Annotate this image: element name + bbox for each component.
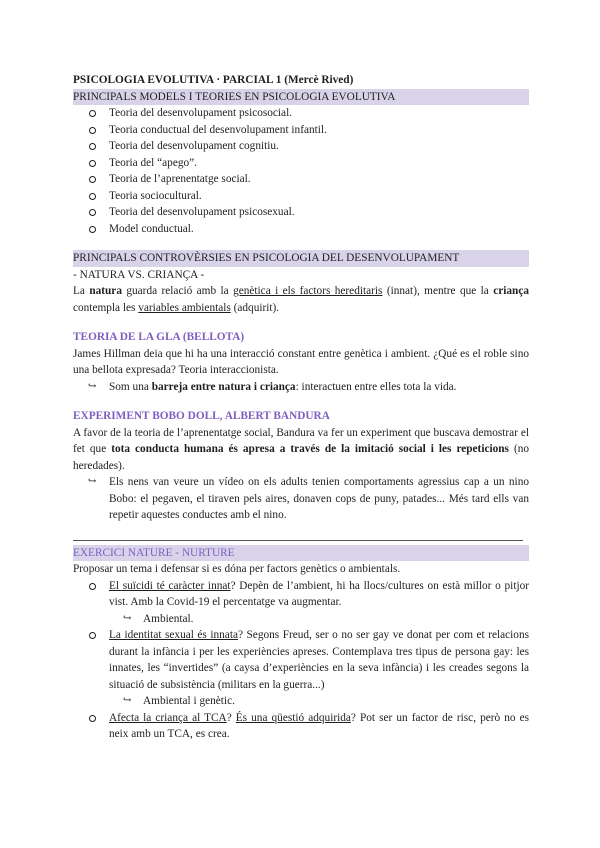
section-heading-bobo-doll: EXPERIMENT BOBO DOLL, ALBERT BANDURA bbox=[73, 410, 330, 422]
section-heading-gla: TEORIA DE LA GLA (BELLOTA) bbox=[73, 331, 245, 343]
list-item-identitat bbox=[73, 627, 529, 693]
bobo-bullet bbox=[73, 474, 529, 524]
exercici-list bbox=[73, 578, 529, 611]
text-segment: Ambiental i genètic. bbox=[143, 695, 235, 707]
text-segment: ? Depèn de l’ambient, hi ha llocs/cultures on està millor o pitjor vist. Amb la Covid-19 el percentatge va augmentar. bbox=[109, 579, 530, 608]
text-segment: La bbox=[73, 285, 90, 297]
divider bbox=[73, 540, 523, 541]
list-item-suicidi bbox=[73, 578, 529, 611]
question-tca: Afecta la criança al TCA bbox=[109, 711, 227, 724]
list-item-tca bbox=[73, 710, 529, 743]
text-segment: Els nens van veure un vídeo on els adults tenien comportaments agressius cap a un nino Bobo: el pegaven, el tiraven pels aires, donaven cops de puny, patades... Més tard ells van repetir aquestes conductes amb el nino. bbox=[109, 476, 529, 521]
question-identitat: La identitat sexual és innata bbox=[109, 629, 238, 641]
term-variables-ambientals: variables ambientals bbox=[138, 301, 231, 314]
text-segment: Ambiental. bbox=[143, 612, 194, 625]
section-heading-models: PRINCIPALS MODELS I TEORIES EN PSICOLOGIA EVOLUTIVA bbox=[73, 89, 529, 106]
exercici-intro: Proposar un tema i defensar si es dóna per factors genètics o ambientals. bbox=[73, 563, 401, 575]
subheading-nature-vs-nurture: - NATURA VS. CRIANÇA - bbox=[73, 268, 205, 281]
list-item: Model conductual. bbox=[73, 221, 529, 238]
bobo-paragraph bbox=[73, 425, 529, 475]
arrow-icon: ↪ bbox=[123, 695, 132, 706]
term-crianca: criança bbox=[493, 285, 529, 297]
list-item: Teoria conductual del desenvolupament infantil. bbox=[73, 122, 529, 139]
list-item: Teoria del “apego”. bbox=[73, 155, 529, 172]
list-item: Teoria de l’aprenentatge social. bbox=[73, 171, 529, 188]
text-segment: ? Pot ser un factor de risc, però no es neix amb un TCA, es crea. bbox=[109, 711, 530, 740]
text-segment: (adquirit). bbox=[230, 301, 280, 314]
question-adquirida: És una qüestió adquirida bbox=[235, 711, 351, 724]
answer-identitat bbox=[73, 693, 529, 710]
question-suicidi: El suïcidi té caràcter innat bbox=[109, 579, 231, 592]
term-natura: natura bbox=[89, 285, 122, 297]
text-segment: guarda relació amb la bbox=[121, 285, 234, 297]
answer-suicidi bbox=[73, 611, 529, 628]
text-segment: contempla les bbox=[73, 301, 139, 314]
arrow-icon: ↪ bbox=[88, 380, 97, 392]
text-segment: ? Segons Freud, ser o no ser gay ve donat per com et relacions durant la infància i per les experiències apreses. Contemplava tres tipus de persona gay: les innates, les “invertides” (a caysa d’experiències en la seva infància) i les creades segons la situació de subsistència (militars en la guerra...) bbox=[109, 629, 529, 691]
document-content bbox=[73, 72, 529, 743]
text-segment: ? bbox=[226, 711, 236, 724]
list-item: Teoria del desenvolupament psicosexual. bbox=[73, 204, 529, 221]
term-barreja: barreja entre natura i criança bbox=[151, 380, 296, 393]
section-heading-exercici: EXERCICI NATURE - NURTURE bbox=[73, 545, 529, 562]
exercici-list-2 bbox=[73, 627, 529, 693]
list-item: Teoria del desenvolupament psicosocial. bbox=[73, 105, 529, 122]
term-conducta-apresa: tota conducta humana és apresa a través de la imitació social i les repeticions bbox=[111, 443, 509, 455]
list-item: Teoria sociocultural. bbox=[73, 188, 529, 205]
list-item: Teoria del desenvolupament cognitiu. bbox=[73, 138, 529, 155]
term-genetica: genètica i els factors hereditaris bbox=[233, 285, 383, 297]
gla-bullet bbox=[73, 379, 529, 396]
text-segment: (innat), mentre que la bbox=[382, 285, 494, 297]
arrow-icon: ↪ bbox=[88, 476, 97, 487]
text-segment: (no heredades). bbox=[73, 443, 530, 472]
gla-paragraph: James Hillman deia que hi ha una interacció constant entre genètica i ambient. ¿Qué es el roble sino una bellota expresada? Teoria interaccionista. bbox=[73, 347, 529, 376]
document-title: PSICOLOGIA EVOLUTIVA · PARCIAL 1 (Mercè Rived) bbox=[73, 74, 354, 86]
text-segment: Som una bbox=[109, 380, 152, 393]
models-list bbox=[73, 105, 529, 237]
text-segment: A favor de la teoria de l’aprenentatge social, Bandura va fer un experiment que buscava demostrar el fet que bbox=[73, 426, 529, 455]
exercici-list-3 bbox=[73, 710, 529, 743]
section-heading-controversies: PRINCIPALS CONTROVÈRSIES EN PSICOLOGIA DEL DESENVOLUPAMENT bbox=[73, 250, 529, 267]
arrow-icon: ↪ bbox=[123, 612, 132, 624]
text-segment: : interactuen entre elles tota la vida. bbox=[295, 380, 457, 393]
nature-paragraph bbox=[73, 283, 529, 316]
